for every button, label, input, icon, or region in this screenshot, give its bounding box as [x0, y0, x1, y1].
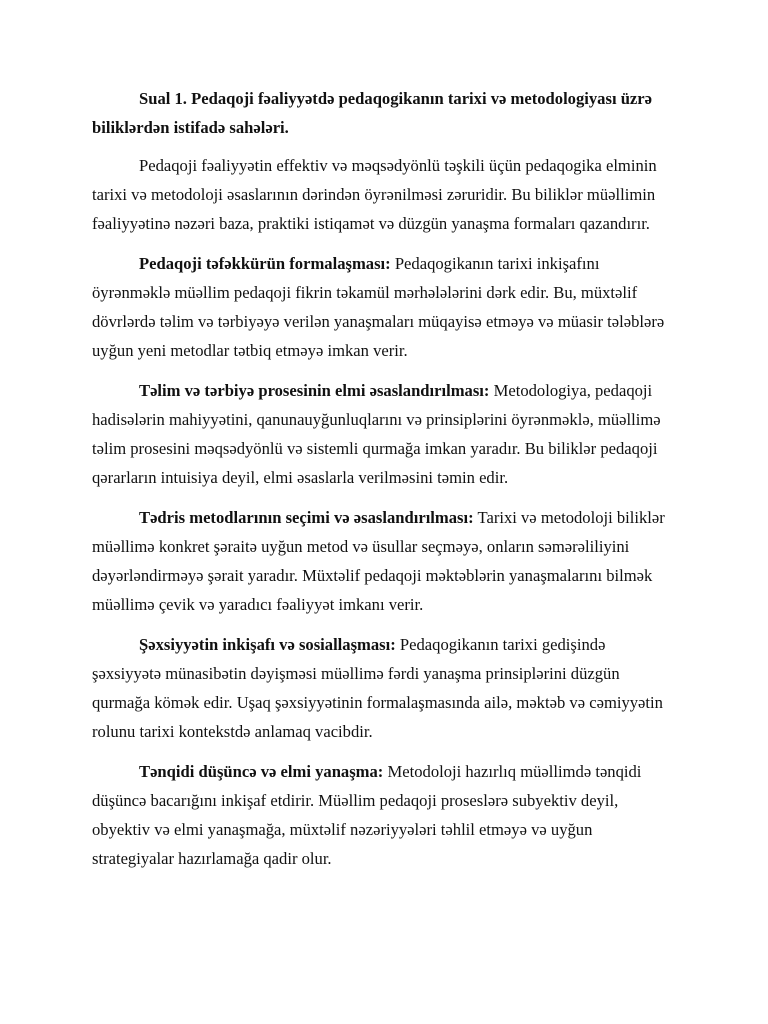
section-heading-3: Tədris metodlarının seçimi və əsaslandırılması:	[139, 508, 474, 527]
section-text-2: Metodologiya, pedaqoji hadisələrin mahiyyətini, qanunauyğunluqlarını və prinsiplərini öyrənməklə, müəllimə təlim prosesini məqsədyönlü və sistemli qurmağa imkan yaradır. Bu biliklər pedaqoji qərarların intuisiya deyil, elmi əsaslarla verilməsini təmin edir.	[92, 381, 661, 487]
section-paragraph-1	[92, 249, 678, 365]
section-text-5: Metodoloji hazırlıq müəllimdə tənqidi düşüncə bacarığını inkişaf etdirir. Müəllim pedaqoji proseslərə subyektiv deyil, obyektiv və elmi yanaşmağa, müxtəlif nəzəriyyələri təhlil etməyə və uyğun strategiyalar hazırlamağa qadir olur.	[92, 762, 642, 868]
document-page	[92, 84, 678, 884]
document-title: Sual 1. Pedaqoji fəaliyyətdə pedaqogikanın tarixi və metodologiyası üzrə biliklərdən istifadə sahələri.	[92, 89, 653, 137]
section-text-4: Pedaqogikanın tarixi gedişində şəxsiyyətə münasibətin dəyişməsi müəllimə fərdi yanaşma prinsiplərini düzgün qurmağa kömək edir. Uşaq şəxsiyyətinin formalaşmasında ailə, məktəb və cəmiyyətin rolunu tarixi kontekstdə anlamaq vacibdir.	[92, 635, 663, 741]
section-text-3: Tarixi və metodoloji biliklər müəllimə konkret şəraitə uyğun metod və üsullar seçməyə, onların səmərəliliyini dəyərləndirməyə şərait yaradır. Müxtəlif pedaqoji məktəblərin yanaşmalarını bilmək müəllimə çevik və yaradıcı fəaliyyət imkanı verir.	[92, 508, 665, 614]
intro-paragraph: Pedaqoji fəaliyyətin effektiv və məqsədyönlü təşkili üçün pedaqogika elminin tarixi və metodoloji əsaslarının dərindən öyrənilməsi zəruridir. Bu biliklər müəllimin fəaliyyətinə nəzəri baza, praktiki istiqamət və düzgün yanaşma formaları qazandırır.	[92, 156, 657, 233]
section-text-1: Pedaqogikanın tarixi inkişafını öyrənməklə müəllim pedaqoji fikrin təkamül mərhələlərini dərk edir. Bu, müxtəlif dövrlərdə təlim və tərbiyəyə verilən yanaşmaları müqayisə etməyə və müasir tələblərə uyğun yeni metodlar tətbiq etməyə imkan verir.	[92, 254, 665, 360]
section-heading-2: Təlim və tərbiyə prosesinin elmi əsaslandırılması:	[139, 381, 490, 400]
section-heading-4: Şəxsiyyətin inkişafı və sosiallaşması:	[139, 635, 396, 654]
section-paragraph-2	[92, 376, 678, 492]
section-paragraph-3	[92, 503, 678, 619]
section-paragraph-5	[92, 757, 678, 873]
section-heading-1: Pedaqoji təfəkkürün formalaşması:	[139, 254, 391, 273]
section-paragraph-4	[92, 630, 678, 746]
section-heading-5: Tənqidi düşüncə və elmi yanaşma:	[139, 762, 384, 781]
